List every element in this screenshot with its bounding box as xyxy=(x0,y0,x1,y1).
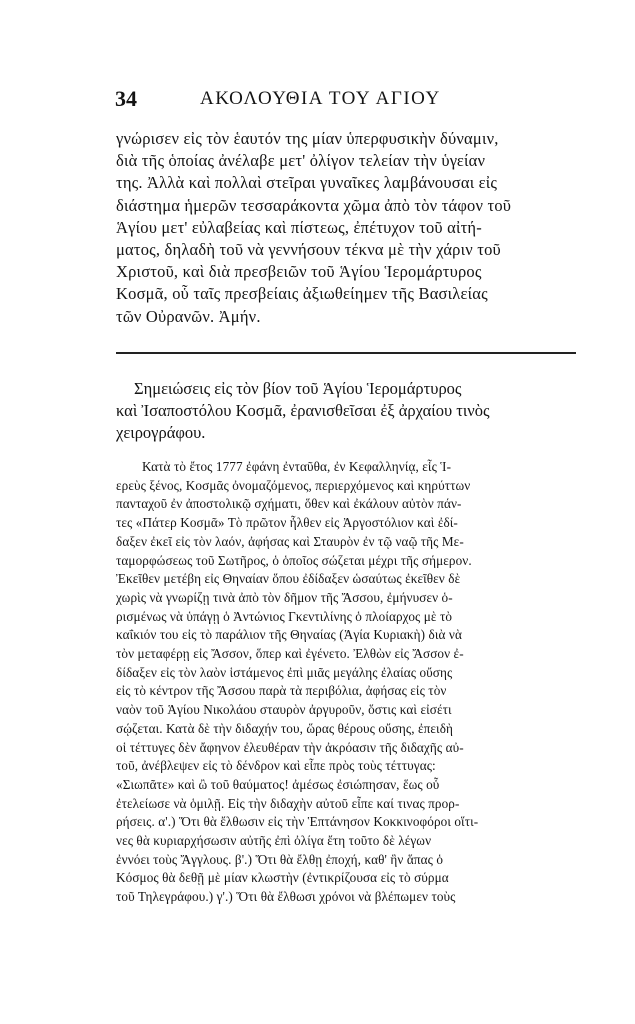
text-line: σῴζεται. Κατὰ δὲ τὴν διδαχήν του, ὥρας θέρους οὔσης, ἐπειδὴ xyxy=(116,720,454,736)
section-divider xyxy=(116,352,576,354)
text-line: καΐκιόν του εἰς τὸ παράλιον τῆς Θηναίας (Ἁγία Κυριακὴ) διὰ νὰ xyxy=(116,627,462,643)
text-line: τῶν Οὐρανῶν. Ἀμήν. xyxy=(116,306,261,326)
heading-line: Σημειώσεις εἰς τὸν βίον τοῦ Ἁγίου Ἱερομάρτυρος xyxy=(134,379,462,398)
heading-line: καὶ Ἰσαποστόλου Κοσμᾶ, ἐρανισθεῖσαι ἐξ ἀρχαίου τινὸς xyxy=(116,401,490,420)
page-number: 34 xyxy=(115,86,137,111)
heading-line: χειρογράφου. xyxy=(116,423,206,442)
text-line: οἱ τέττυγες δὲν ἄφηνον ἐλευθέραν τὴν ἀκρόασιν τῆς διδαχῆς αὐ- xyxy=(116,739,464,755)
text-line: διάστημα ἡμερῶν τεσσαράκοντα χῶμα ἀπὸ τὸν τάφον τοῦ xyxy=(116,195,512,215)
text-line: ἐτελείωσε νὰ ὁμιλῇ. Εἰς τὴν διδαχὴν αὐτοῦ εἶπε καί τινας προρ- xyxy=(116,795,460,811)
notes-heading xyxy=(116,378,576,444)
text-line: νες θὰ κυριαρχήσωσιν αὐτῆς ἐπὶ ὀλίγα ἔτη τοῦτο δὲ λέγων xyxy=(116,833,432,849)
text-line: ερεὺς ξένος, Κοσμᾶς ὀνομαζόμενος, περιερχόμενος καὶ κηρύττων xyxy=(116,477,471,493)
text-line: πανταχοῦ ἐν ἀποστολικῷ σχήματι, ὅθεν καὶ ἐκάλουν αὐτὸν πάν- xyxy=(116,496,462,512)
text-line: ρήσεις. α'.) Ὅτι θὰ ἔλθωσιν εἰς τὴν Ἑπτάνησον Κοκκινοφόροι οἵτι- xyxy=(116,814,479,830)
text-line: τες «Πάτερ Κοσμᾶ» Τὸ πρῶτον ἦλθεν εἰς Ἀργοστόλιον καὶ ἐδί- xyxy=(116,515,458,531)
text-line: Ἐκεῖθεν μετέβη εἰς Θηναίαν ὅπου ἐδίδαξεν ὡσαύτως ἐκεῖθεν δὲ xyxy=(116,571,461,587)
text-line: ρισμένως νὰ ὑπάγῃ ὁ Ἀντώνιος Γκεντιλίνης ὁ πλοίαρχος μὲ τὸ xyxy=(116,608,453,624)
text-line: τοῦ Τηλεγράφου.) γ'.) Ὅτι θὰ ἔλθωσι χρόνοι νὰ βλέπωμεν τοὺς xyxy=(116,889,456,905)
text-line: γνώρισεν εἰς τὸν ἑαυτόν της μίαν ὑπερφυσικὴν δύναμιν, xyxy=(116,129,499,148)
text-line: δίδαξεν εἰς τὸν λαὸν ἱστάμενος ἐπὶ μιᾶς μεγάλης ἐλαίας οὔσης xyxy=(116,664,453,680)
text-line: της. Ἀλλὰ καὶ πολλαὶ στεῖραι γυναῖκες λαμβάνουσαι εἰς xyxy=(116,173,498,193)
text-line: τοῦ, ἀνέβλεψεν εἰς τὸ δένδρον καὶ εἶπε πρὸς τοὺς τέττυγας: xyxy=(116,758,436,774)
page-header xyxy=(115,86,575,116)
text-line: Ἁγίου μετ' εὐλαβείας καὶ πίστεως, ἐπέτυχον τοῦ αἰτή- xyxy=(116,217,482,237)
text-line: διὰ τῆς ὁποίας ἀνέλαβε μετ' ὀλίγον τελείαν τὴν ὑγείαν xyxy=(116,151,486,171)
text-line: ταμορφώσεως τοῦ Σωτῆρος, ὁ ὁποῖος σώζεται μέχρι τῆς σήμερον. xyxy=(116,552,472,568)
text-line: χωρὶς νὰ γνωρίζῃ τινὰ ἀπὸ τὸν δῆμον τῆς Ἄσσου, ἐμήνυσεν ὁ- xyxy=(116,589,453,605)
text-line: δαξεν ἐκεῖ εἰς τὸν λαόν, ἀφήσας καὶ Σταυρὸν ἐν τῷ ναῷ τῆς Με- xyxy=(116,533,464,549)
text-line: Κόσμος θὰ δεθῇ μὲ μίαν κλωστὴν (ἐντικρίζουσα εἰς τὸ σύρμα xyxy=(116,870,449,886)
text-line: Κοσμᾶ, οὗ ταῖς πρεσβείαις ἀξιωθείημεν τῆς Βασιλείας xyxy=(116,284,488,304)
paragraph-notes xyxy=(116,458,578,907)
text-line: Κατὰ τὸ ἔτος 1777 ἐφάνη ἐνταῦθα, ἐν Κεφαλληνίᾳ, εἷς Ἱ- xyxy=(142,459,452,474)
text-line: τὸν μεταφέρῃ εἰς Ἄσσον, ὅπερ καὶ ἐγένετο. Ἐλθὼν εἰς Ἄσσον ἐ- xyxy=(116,646,464,662)
text-line: Χριστοῦ, καὶ διὰ πρεσβειῶν τοῦ Ἁγίου Ἱερομάρτυρος xyxy=(116,262,482,282)
running-title: ΑΚΟΛΟΥΘΙΑ ΤΟΥ ΑΓΙΟΥ xyxy=(200,88,441,109)
text-line: εἰς τὸ κέντρον τῆς Ἄσσου παρὰ τὰ περιβόλια, ἀφήσας εἰς τὸν xyxy=(116,683,447,699)
text-line: ἐννόει τοὺς Ἄγγλους. β'.) Ὅτι θὰ ἔλθῃ ἐποχή, καθ' ἣν ἅπας ὁ xyxy=(116,851,444,867)
paragraph-miracles xyxy=(116,128,578,328)
text-line: ματος, δηλαδὴ τοῦ νὰ γεννήσουν τέκνα μὲ τὴν χάριν τοῦ xyxy=(116,240,501,260)
text-line: «Σιωπᾶτε» καὶ ὢ τοῦ θαύματος! ἀμέσως ἐσιώπησαν, ἕως οὗ xyxy=(116,776,440,792)
text-line: ναὸν τοῦ Ἁγίου Νικολάου σταυρὸν ἀργυροῦν, ὅστις καὶ εἰσέτι xyxy=(116,702,452,718)
